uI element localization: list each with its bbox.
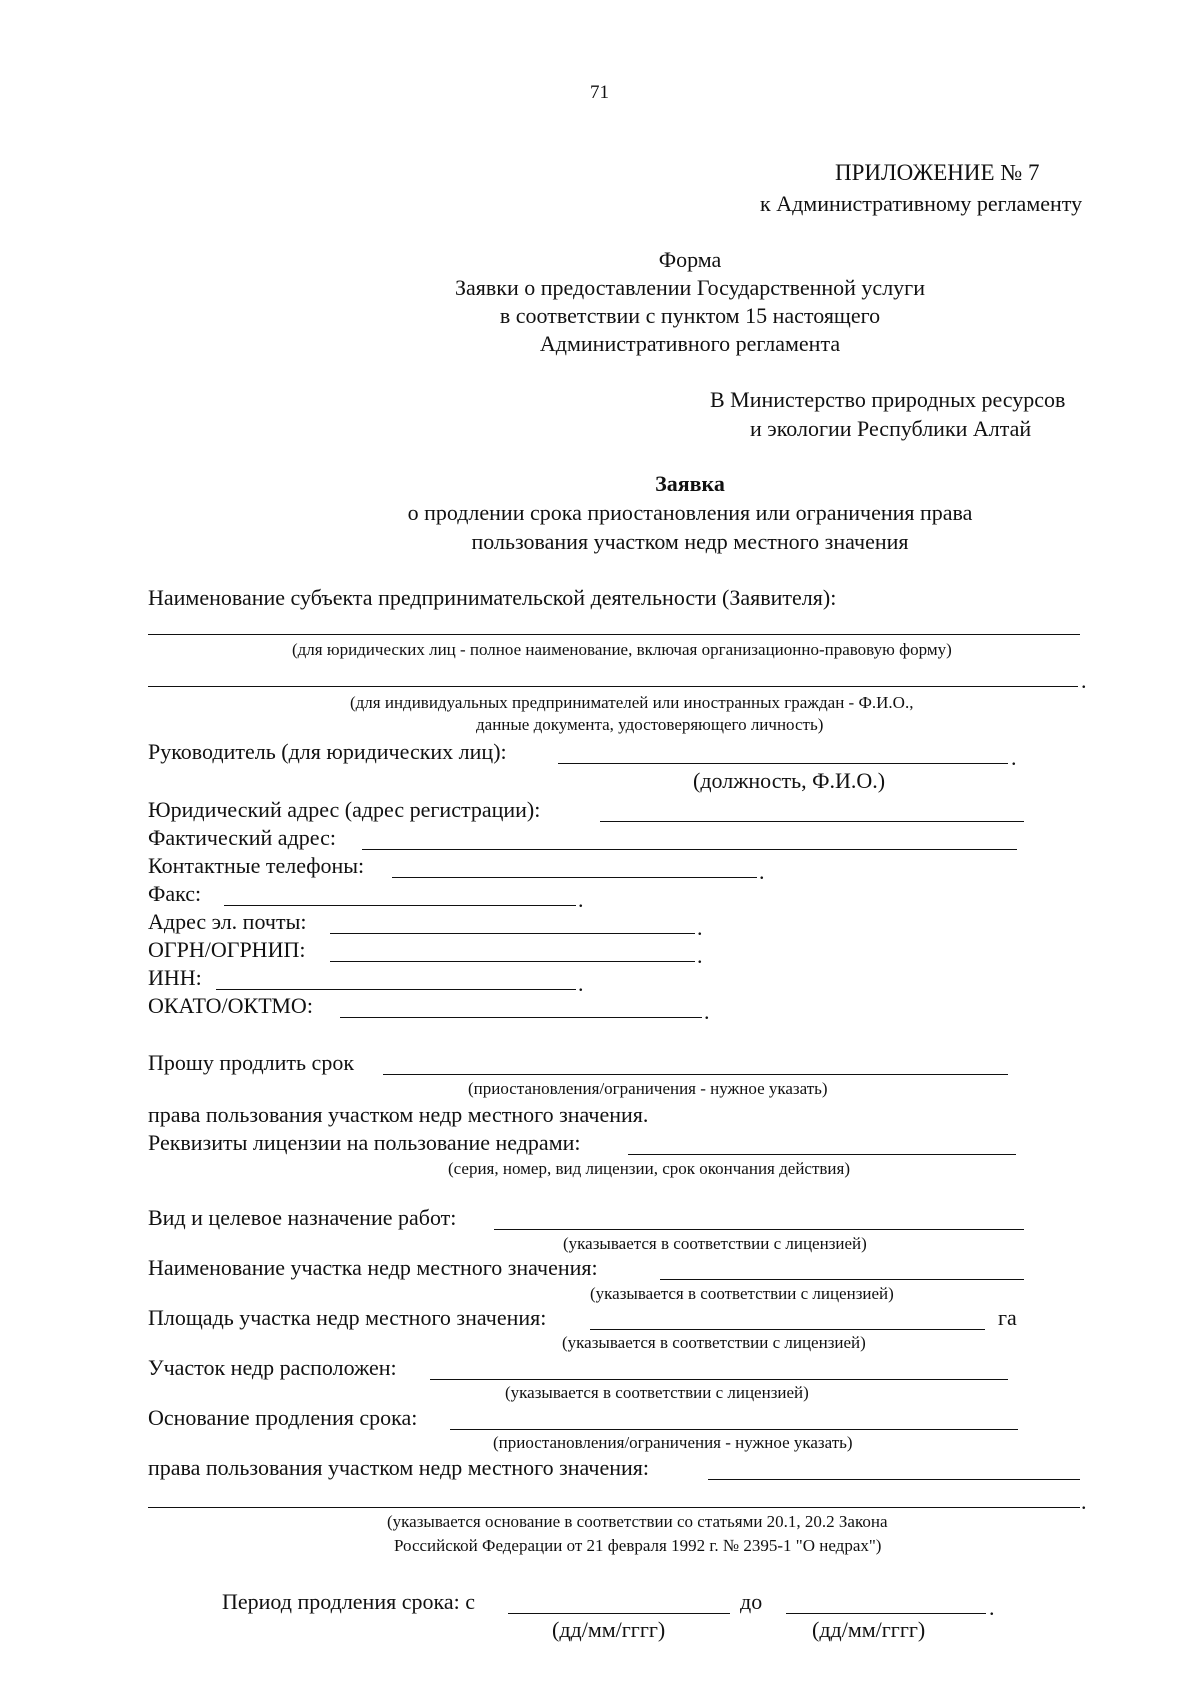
date-hint-from: (дд/мм/гггг)	[552, 1617, 666, 1642]
period-to-field[interactable]	[786, 1613, 986, 1614]
subject-name-field[interactable]	[148, 634, 1080, 635]
license-label: Реквизиты лицензии на пользование недрами:	[148, 1130, 581, 1155]
form-label: Форма	[658, 247, 722, 272]
subject-label: Наименование субъекта предпринимательской деятельности (Заявителя):	[148, 585, 837, 610]
subject-person-field[interactable]	[148, 686, 1078, 687]
form-header-line2: Заявки о предоставлении Государственной услуги	[455, 275, 925, 300]
actual-address-label: Фактический адрес:	[148, 825, 336, 850]
extend-field[interactable]	[383, 1074, 1008, 1075]
period-mark: .	[578, 971, 584, 996]
area-field[interactable]	[590, 1329, 985, 1330]
period-mark: .	[1081, 1489, 1087, 1514]
period-mark: .	[578, 887, 584, 912]
addressee-line1: В Министерство природных ресурсов	[710, 387, 1066, 412]
application-line2: пользования участком недр местного значения	[471, 529, 909, 554]
plot-name-label: Наименование участка недр местного значения:	[148, 1255, 598, 1280]
okato-label: ОКАТО/ОКТМО:	[148, 993, 313, 1018]
works-hint: (указывается в соответствии с лицензией)	[563, 1234, 867, 1253]
application-line1: о продлении срока приостановления или ограничения права	[407, 500, 973, 525]
okato-field[interactable]	[340, 1017, 702, 1018]
basis-hint-law-b: Российской Федерации от 21 февраля 1992 г. № 2395-1 "О недрах")	[394, 1536, 882, 1555]
head-field[interactable]	[558, 763, 1008, 764]
location-hint: (указывается в соответствии с лицензией)	[505, 1383, 809, 1402]
legal-address-field[interactable]	[600, 821, 1024, 822]
email-field[interactable]	[330, 933, 695, 934]
head-hint: (должность, Ф.И.О.)	[693, 768, 886, 793]
appendix-title: ПРИЛОЖЕНИЕ № 7	[835, 160, 1040, 185]
period-mark: .	[989, 1595, 995, 1620]
form-header-line3: в соответствии с пунктом 15 настоящего	[499, 303, 881, 328]
inn-label: ИНН:	[148, 965, 202, 990]
license-hint: (серия, номер, вид лицензии, срок окончания действия)	[448, 1159, 850, 1178]
actual-address-field[interactable]	[362, 849, 1017, 850]
ogrn-label: ОГРН/ОГРНИП:	[148, 937, 306, 962]
email-label: Адрес эл. почты:	[148, 909, 307, 934]
form-header-line4: Административного регламента	[539, 331, 841, 356]
fax-label: Факс:	[148, 881, 202, 906]
basis-detail-field[interactable]	[708, 1479, 1080, 1480]
head-label: Руководитель (для юридических лиц):	[148, 739, 507, 764]
period-mark: .	[1011, 745, 1017, 770]
period-mark: .	[697, 915, 703, 940]
period-mark: .	[697, 943, 703, 968]
phones-label: Контактные телефоны:	[148, 853, 365, 878]
extend-tail: права пользования участком недр местного значения.	[148, 1102, 649, 1127]
basis-hint: (приостановления/ограничения - нужное указать)	[493, 1433, 853, 1452]
phones-field[interactable]	[392, 877, 757, 878]
addressee-line2: и экологии Республики Алтай	[750, 416, 1032, 441]
basis-label: Основание продления срока:	[148, 1405, 418, 1430]
basis-hint-law-a: (указывается основание в соответствии со статьями 20.1, 20.2 Закона	[387, 1512, 888, 1531]
area-hint: (указывается в соответствии с лицензией)	[562, 1333, 866, 1352]
period-to-label: до	[740, 1589, 763, 1614]
subject-hint-legal: (для юридических лиц - полное наименование, включая организационно-правовую форму)	[292, 640, 952, 659]
period-mark: .	[759, 859, 765, 884]
basis-field[interactable]	[450, 1429, 1018, 1430]
plot-name-hint: (указывается в соответствии с лицензией)	[590, 1284, 894, 1303]
basis-detail-field-2[interactable]	[148, 1507, 1080, 1508]
works-label: Вид и целевое назначение работ:	[148, 1205, 457, 1230]
subject-hint-person-a: (для индивидуальных предпринимателей или иностранных граждан - Ф.И.О.,	[350, 693, 914, 712]
ogrn-field[interactable]	[330, 961, 695, 962]
inn-field[interactable]	[216, 989, 576, 990]
period-mark: .	[1081, 668, 1087, 693]
works-field[interactable]	[494, 1229, 1024, 1230]
application-title: Заявка	[655, 471, 725, 496]
period-label: Период продления срока: с	[222, 1589, 475, 1614]
period-from-field[interactable]	[508, 1613, 730, 1614]
plot-name-field[interactable]	[660, 1279, 1024, 1280]
extend-label: Прошу продлить срок	[148, 1050, 355, 1075]
appendix-subtitle: к Административному регламенту	[760, 191, 1083, 216]
legal-address-label: Юридический адрес (адрес регистрации):	[148, 797, 541, 822]
extend-hint: (приостановления/ограничения - нужное указать)	[468, 1079, 828, 1098]
basis-tail: права пользования участком недр местного значения:	[148, 1455, 650, 1480]
location-field[interactable]	[430, 1379, 1008, 1380]
fax-field[interactable]	[224, 905, 576, 906]
area-unit: га	[998, 1305, 1017, 1330]
date-hint-to: (дд/мм/гггг)	[812, 1617, 926, 1642]
subject-hint-person-b: данные документа, удостоверяющего личность)	[476, 715, 824, 734]
period-mark: .	[704, 999, 710, 1024]
page-number: 71	[590, 82, 609, 103]
location-label: Участок недр расположен:	[148, 1355, 397, 1380]
area-label: Площадь участка недр местного значения:	[148, 1305, 547, 1330]
license-field[interactable]	[628, 1154, 1016, 1155]
